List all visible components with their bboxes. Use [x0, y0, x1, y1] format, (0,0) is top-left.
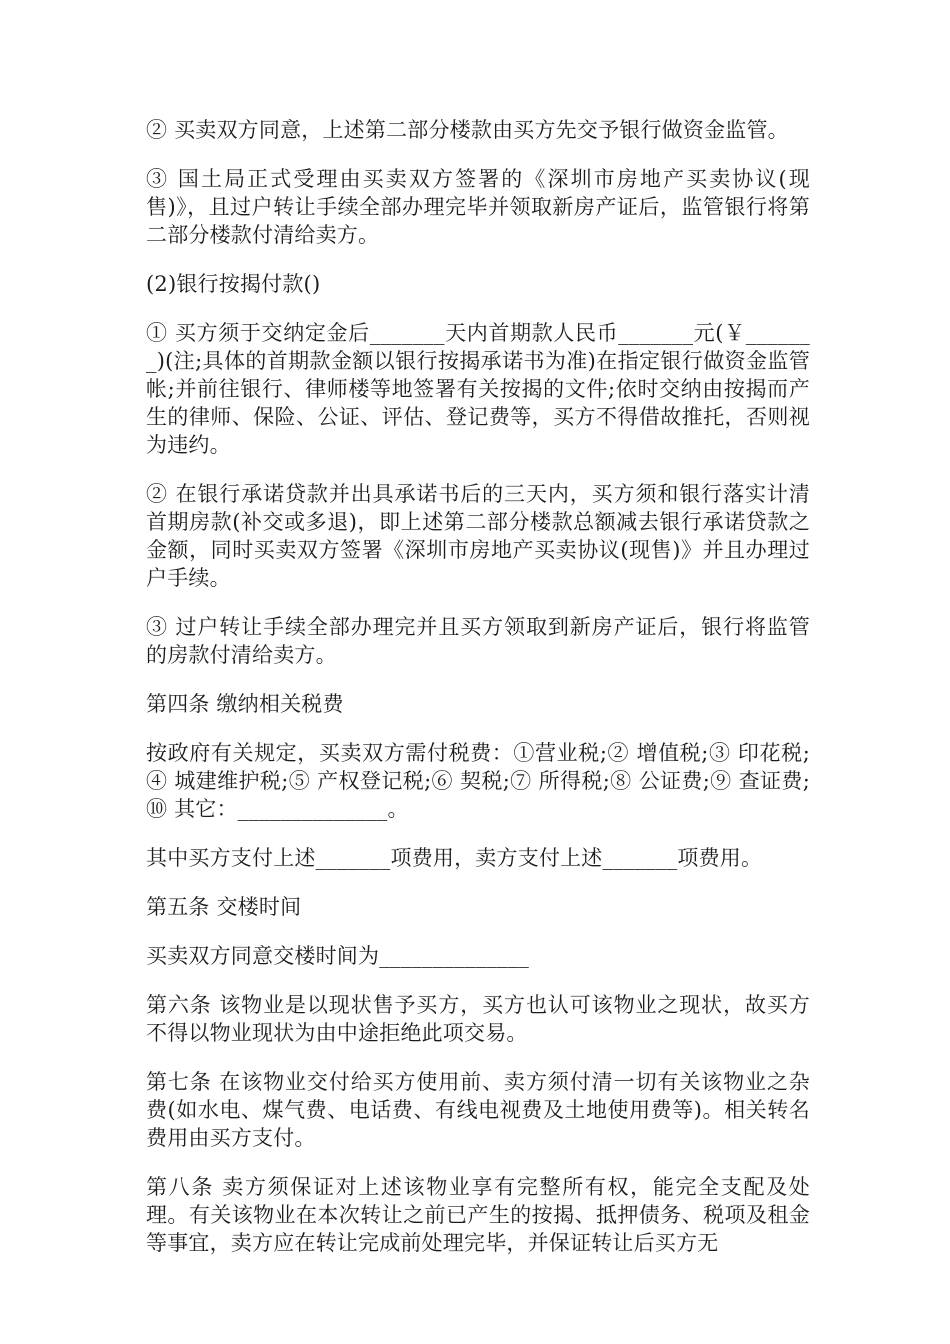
document-body: [146, 116, 810, 1278]
paragraph-item-3-transfer: ③ 国土局正式受理由买卖双方签署的《深圳市房地产买卖协议(现售)》，且过户转让手续全部办理完毕并领取新房产证后，监管银行将第二部分楼款付清给卖方。: [146, 167, 810, 247]
article-4-tax-split: 其中买方支付上述_______项费用，卖方支付上述_______项费用。: [146, 846, 763, 870]
paragraph-mortgage-item-3: ③ 过户转让手续全部办理完并且买方领取到新房产证后，银行将监管的房款付清给卖方。: [146, 615, 810, 667]
paragraph-bank-mortgage-heading: (2)银行按揭付款(): [146, 272, 321, 296]
paragraph-item-2-escrow: ② 买卖双方同意，上述第二部分楼款由买方先交予银行做资金监管。: [146, 118, 789, 142]
article-8-paragraph: 第八条 卖方须保证对上述该物业享有完整所有权，能完全支配及处理。有关该物业在本次转让之前已产生的按揭、抵押债务、税项及租金等事宜，卖方应在转让完成前处理完毕，并保证转让后买方无: [146, 1175, 810, 1255]
article-5-heading: 第五条 交楼时间: [146, 895, 302, 919]
paragraph-mortgage-item-2: ② 在银行承诺贷款并出具承诺书后的三天内，买方须和银行落实计清首期房款(补交或多退)，即上述第二部分楼款总额减去银行承诺贷款之金额，同时买卖双方签署《深圳市房地产买卖协议(现售)》并且办理过户手续。: [146, 482, 810, 590]
article-4-heading: 第四条 缴纳相关税费: [146, 692, 344, 716]
article-6-paragraph: 第六条 该物业是以现状售予买方，买方也认可该物业之现状，故买方不得以物业现状为由中途拒绝此项交易。: [146, 993, 810, 1045]
article-7-paragraph: 第七条 在该物业交付给买方使用前、卖方须付清一切有关该物业之杂费(如水电、煤气费、电话费、有线电视费及土地使用费等)。相关转名费用由买方支付。: [146, 1070, 810, 1150]
paragraph-mortgage-item-1: ① 买方须于交纳定金后_______天内首期款人民币_______元(￥_______)(注;具体的首期款金额以银行按揭承诺书为准)在指定银行做资金监管帐;并前往银行、律师楼等地签署有关按揭的文件;依时交纳由按揭而产生的律师、保险、公证、评估、登记费等，买方不得借故推托，否则视为违约。: [146, 321, 810, 457]
article-4-tax-list: 按政府有关规定，买卖双方需付税费：①营业税;② 增值税;③ 印花税;④ 城建维护税;⑤ 产权登记税;⑥ 契税;⑦ 所得税;⑧ 公证费;⑨ 查证费;⑩ 其它：______________。: [146, 741, 810, 821]
article-5-handover-time: 买卖双方同意交楼时间为______________: [146, 944, 529, 968]
